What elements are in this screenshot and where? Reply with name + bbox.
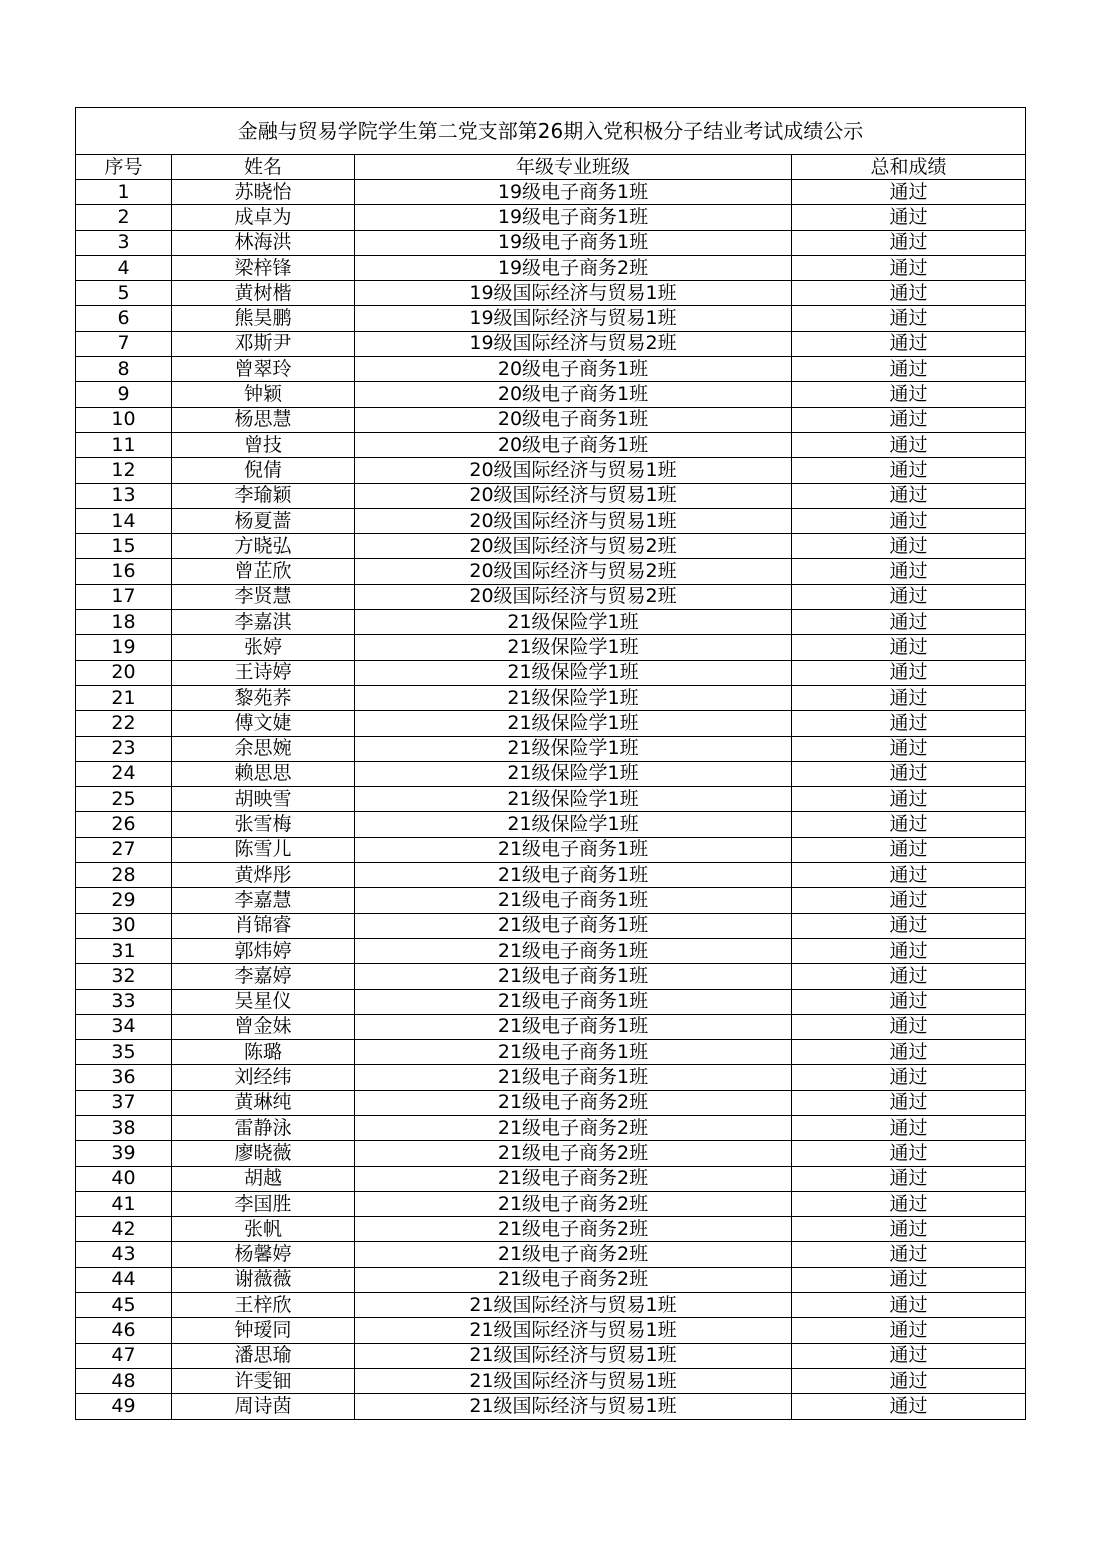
total-result: 通过 [792,1141,1026,1166]
student-name: 熊昊鹏 [172,306,355,331]
row-index: 20 [76,660,172,685]
row-index: 21 [76,685,172,710]
table-row [76,1343,1026,1368]
student-name: 黄树楷 [172,281,355,306]
row-index: 34 [76,1014,172,1039]
total-result: 通过 [792,863,1026,888]
student-name: 张婷 [172,635,355,660]
total-result: 通过 [792,281,1026,306]
student-name: 黄琳纯 [172,1090,355,1115]
grade-major-class: 20级国际经济与贸易1班 [355,508,792,533]
grade-major-class: 21级国际经济与贸易1班 [355,1368,792,1393]
total-result: 通过 [792,660,1026,685]
student-name: 曾金妹 [172,1014,355,1039]
total-result: 通过 [792,1191,1026,1216]
grade-major-class: 21级电子商务2班 [355,1191,792,1216]
student-name: 曾芷欣 [172,559,355,584]
table-row [76,1191,1026,1216]
row-index: 44 [76,1267,172,1292]
table-row [76,888,1026,913]
grade-major-class: 19级国际经济与贸易2班 [355,331,792,356]
total-result: 通过 [792,230,1026,255]
total-result: 通过 [792,888,1026,913]
student-name: 苏晓怡 [172,180,355,205]
student-name: 王诗婷 [172,660,355,685]
total-result: 通过 [792,1115,1026,1140]
grade-major-class: 21级保险学1班 [355,711,792,736]
row-index: 14 [76,508,172,533]
student-name: 倪倩 [172,458,355,483]
grade-major-class: 21级电子商务2班 [355,1141,792,1166]
total-result: 通过 [792,1368,1026,1393]
total-result: 通过 [792,1293,1026,1318]
table-row [76,1090,1026,1115]
row-index: 1 [76,180,172,205]
row-index: 22 [76,711,172,736]
table-row [76,559,1026,584]
table-row [76,306,1026,331]
row-index: 30 [76,913,172,938]
row-index: 45 [76,1293,172,1318]
table-row [76,432,1026,457]
grade-major-class: 21级电子商务1班 [355,888,792,913]
table-row [76,938,1026,963]
total-result: 通过 [792,635,1026,660]
grade-major-class: 21级保险学1班 [355,660,792,685]
total-result: 通过 [792,357,1026,382]
total-result: 通过 [792,1343,1026,1368]
row-index: 8 [76,357,172,382]
grade-major-class: 21级电子商务1班 [355,913,792,938]
grade-major-class: 21级保险学1班 [355,635,792,660]
grade-major-class: 20级国际经济与贸易2班 [355,584,792,609]
table-row [76,458,1026,483]
table-body [76,180,1026,1420]
grade-major-class: 21级保险学1班 [355,685,792,710]
row-index: 16 [76,559,172,584]
row-index: 24 [76,761,172,786]
student-name: 黎苑荞 [172,685,355,710]
total-result: 通过 [792,685,1026,710]
grade-major-class: 20级国际经济与贸易1班 [355,458,792,483]
grade-major-class: 20级电子商务1班 [355,382,792,407]
row-index: 29 [76,888,172,913]
grade-major-class: 20级国际经济与贸易2班 [355,534,792,559]
total-result: 通过 [792,534,1026,559]
total-result: 通过 [792,761,1026,786]
table-row [76,964,1026,989]
student-name: 许雯钿 [172,1368,355,1393]
total-result: 通过 [792,1014,1026,1039]
grade-major-class: 19级电子商务1班 [355,205,792,230]
student-name: 雷静泳 [172,1115,355,1140]
total-result: 通过 [792,255,1026,280]
row-index: 31 [76,938,172,963]
table-title: 金融与贸易学院学生第二党支部第26期入党积极分子结业考试成绩公示 [76,108,1026,155]
grade-major-class: 21级电子商务2班 [355,1242,792,1267]
table-row [76,584,1026,609]
row-index: 13 [76,483,172,508]
table-row [76,1166,1026,1191]
row-index: 11 [76,432,172,457]
grade-major-class: 21级电子商务1班 [355,863,792,888]
student-name: 杨夏蔷 [172,508,355,533]
row-index: 36 [76,1065,172,1090]
grade-major-class: 21级电子商务2班 [355,1267,792,1292]
table-row [76,989,1026,1014]
student-name: 梁梓锋 [172,255,355,280]
total-result: 通过 [792,306,1026,331]
total-result: 通过 [792,1267,1026,1292]
student-name: 李嘉婷 [172,964,355,989]
grade-major-class: 19级国际经济与贸易1班 [355,281,792,306]
header-index: 序号 [76,155,172,180]
table-row [76,1293,1026,1318]
student-name: 张帆 [172,1217,355,1242]
student-name: 陈雪儿 [172,837,355,862]
student-name: 邓斯尹 [172,331,355,356]
table-row [76,483,1026,508]
student-name: 郭炜婷 [172,938,355,963]
grade-major-class: 21级电子商务1班 [355,964,792,989]
row-index: 49 [76,1394,172,1419]
table-row [76,508,1026,533]
table-row [76,1267,1026,1292]
grade-major-class: 21级电子商务1班 [355,989,792,1014]
table-row [76,736,1026,761]
grade-major-class: 21级国际经济与贸易1班 [355,1394,792,1419]
table-row [76,382,1026,407]
total-result: 通过 [792,1217,1026,1242]
student-name: 成卓为 [172,205,355,230]
table-row [76,407,1026,432]
student-name: 赖思思 [172,761,355,786]
row-index: 39 [76,1141,172,1166]
total-result: 通过 [792,1065,1026,1090]
table-row [76,534,1026,559]
student-name: 周诗茵 [172,1394,355,1419]
table-row [76,863,1026,888]
total-result: 通过 [792,458,1026,483]
table-row [76,635,1026,660]
grade-major-class: 21级国际经济与贸易1班 [355,1293,792,1318]
row-index: 33 [76,989,172,1014]
row-index: 48 [76,1368,172,1393]
table-row [76,787,1026,812]
student-name: 刘经纬 [172,1065,355,1090]
grade-major-class: 21级电子商务2班 [355,1217,792,1242]
grade-major-class: 21级保险学1班 [355,736,792,761]
total-result: 通过 [792,1318,1026,1343]
grade-major-class: 21级电子商务1班 [355,1014,792,1039]
table-row [76,1318,1026,1343]
total-result: 通过 [792,432,1026,457]
table-row [76,230,1026,255]
student-name: 方晓弘 [172,534,355,559]
header-name: 姓名 [172,155,355,180]
total-result: 通过 [792,205,1026,230]
table-row [76,761,1026,786]
row-index: 37 [76,1090,172,1115]
student-name: 傅文婕 [172,711,355,736]
grade-major-class: 19级电子商务1班 [355,180,792,205]
grade-major-class: 21级保险学1班 [355,610,792,635]
results-sheet [75,107,1025,1420]
total-result: 通过 [792,711,1026,736]
table-row [76,685,1026,710]
total-result: 通过 [792,483,1026,508]
row-index: 7 [76,331,172,356]
row-index: 26 [76,812,172,837]
row-index: 25 [76,787,172,812]
row-index: 2 [76,205,172,230]
row-index: 19 [76,635,172,660]
grade-major-class: 19级电子商务2班 [355,255,792,280]
table-row [76,610,1026,635]
total-result: 通过 [792,837,1026,862]
grade-major-class: 21级电子商务2班 [355,1115,792,1140]
grade-major-class: 21级电子商务1班 [355,1065,792,1090]
student-name: 廖晓薇 [172,1141,355,1166]
table-row [76,1368,1026,1393]
student-name: 钟颖 [172,382,355,407]
row-index: 27 [76,837,172,862]
row-index: 43 [76,1242,172,1267]
row-index: 18 [76,610,172,635]
grade-major-class: 20级电子商务1班 [355,357,792,382]
table-row [76,837,1026,862]
student-name: 林海洪 [172,230,355,255]
grade-major-class: 21级电子商务1班 [355,1040,792,1065]
grade-major-class: 21级电子商务1班 [355,837,792,862]
student-name: 肖锦睿 [172,913,355,938]
total-result: 通过 [792,1166,1026,1191]
student-name: 李国胜 [172,1191,355,1216]
row-index: 4 [76,255,172,280]
grade-major-class: 20级国际经济与贸易1班 [355,483,792,508]
grade-major-class: 21级电子商务2班 [355,1090,792,1115]
student-name: 胡越 [172,1166,355,1191]
total-result: 通过 [792,1394,1026,1419]
table-row [76,711,1026,736]
total-result: 通过 [792,331,1026,356]
grade-major-class: 20级电子商务1班 [355,432,792,457]
total-result: 通过 [792,913,1026,938]
row-index: 38 [76,1115,172,1140]
student-name: 吴星仪 [172,989,355,1014]
table-row [76,255,1026,280]
student-name: 谢薇薇 [172,1267,355,1292]
student-name: 张雪梅 [172,812,355,837]
row-index: 32 [76,964,172,989]
table-row [76,331,1026,356]
table-row [76,1242,1026,1267]
grade-major-class: 21级保险学1班 [355,812,792,837]
grade-major-class: 20级国际经济与贸易2班 [355,559,792,584]
row-index: 23 [76,736,172,761]
total-result: 通过 [792,1090,1026,1115]
total-result: 通过 [792,964,1026,989]
student-name: 余思婉 [172,736,355,761]
row-index: 9 [76,382,172,407]
grade-major-class: 19级国际经济与贸易1班 [355,306,792,331]
total-result: 通过 [792,1242,1026,1267]
total-result: 通过 [792,382,1026,407]
student-name: 王梓欣 [172,1293,355,1318]
table-row [76,1217,1026,1242]
grade-major-class: 20级电子商务1班 [355,407,792,432]
total-result: 通过 [792,610,1026,635]
student-name: 陈璐 [172,1040,355,1065]
student-name: 李瑜颖 [172,483,355,508]
results-table [75,107,1026,1420]
student-name: 曾翠玲 [172,357,355,382]
student-name: 杨馨婷 [172,1242,355,1267]
table-row [76,1141,1026,1166]
total-result: 通过 [792,508,1026,533]
header-class: 年级专业班级 [355,155,792,180]
grade-major-class: 21级电子商务1班 [355,938,792,963]
row-index: 42 [76,1217,172,1242]
header-row [76,155,1026,180]
row-index: 41 [76,1191,172,1216]
student-name: 李嘉慧 [172,888,355,913]
table-row [76,812,1026,837]
student-name: 李嘉淇 [172,610,355,635]
table-row [76,1115,1026,1140]
total-result: 通过 [792,989,1026,1014]
row-index: 10 [76,407,172,432]
row-index: 47 [76,1343,172,1368]
table-row [76,1065,1026,1090]
row-index: 40 [76,1166,172,1191]
student-name: 曾技 [172,432,355,457]
total-result: 通过 [792,584,1026,609]
grade-major-class: 21级国际经济与贸易1班 [355,1318,792,1343]
row-index: 35 [76,1040,172,1065]
student-name: 李贤慧 [172,584,355,609]
row-index: 15 [76,534,172,559]
table-row [76,180,1026,205]
row-index: 12 [76,458,172,483]
total-result: 通过 [792,787,1026,812]
total-result: 通过 [792,938,1026,963]
table-row [76,1394,1026,1419]
student-name: 潘思瑜 [172,1343,355,1368]
total-result: 通过 [792,559,1026,584]
student-name: 杨思慧 [172,407,355,432]
table-row [76,1040,1026,1065]
table-row [76,205,1026,230]
grade-major-class: 19级电子商务1班 [355,230,792,255]
table-row [76,357,1026,382]
table-row [76,913,1026,938]
student-name: 钟瑷同 [172,1318,355,1343]
total-result: 通过 [792,736,1026,761]
table-row [76,1014,1026,1039]
row-index: 3 [76,230,172,255]
row-index: 17 [76,584,172,609]
total-result: 通过 [792,180,1026,205]
grade-major-class: 21级保险学1班 [355,761,792,786]
grade-major-class: 21级电子商务2班 [355,1166,792,1191]
row-index: 28 [76,863,172,888]
student-name: 胡映雪 [172,787,355,812]
row-index: 5 [76,281,172,306]
table-row [76,281,1026,306]
total-result: 通过 [792,1040,1026,1065]
total-result: 通过 [792,812,1026,837]
row-index: 46 [76,1318,172,1343]
total-result: 通过 [792,407,1026,432]
grade-major-class: 21级国际经济与贸易1班 [355,1343,792,1368]
header-result: 总和成绩 [792,155,1026,180]
grade-major-class: 21级保险学1班 [355,787,792,812]
row-index: 6 [76,306,172,331]
student-name: 黄烨彤 [172,863,355,888]
table-row [76,660,1026,685]
